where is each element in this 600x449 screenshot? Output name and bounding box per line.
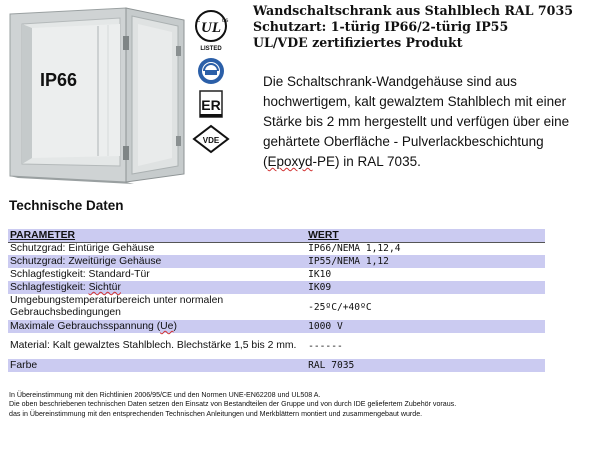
row-value: RAL 7035 xyxy=(306,359,545,372)
svg-text:UL: UL xyxy=(201,20,221,36)
row-value: IP55/NEMA 1,12 xyxy=(306,255,545,268)
table-row xyxy=(8,268,545,281)
table-row xyxy=(8,359,545,372)
product-description xyxy=(263,72,593,172)
enclosure-illustration xyxy=(8,6,193,186)
svg-text:VDE: VDE xyxy=(202,136,220,145)
row-parameter-prefix: Schlagfestigkeit: xyxy=(10,282,89,293)
row-parameter: Farbe xyxy=(8,359,306,372)
row-value: 1000 V xyxy=(306,320,545,333)
table-row xyxy=(8,242,545,255)
row-parameter-prefix: Maximale Gebrauchsspannung ( xyxy=(10,321,161,332)
svg-text:ER: ER xyxy=(201,97,221,113)
product-image xyxy=(8,6,193,186)
er-logo xyxy=(190,88,232,122)
row-parameter: Umgebungstemperaturbereich unter normalen Gebrauchsbedingungen xyxy=(10,295,224,318)
note-line: das in Übereinstimmung mit den entsprechenden Technischen Anleitungen und Merkblättern montiert und zusammengebaut wurde. xyxy=(9,409,423,418)
row-parameter xyxy=(8,281,306,294)
spec-table xyxy=(8,229,545,372)
heading-line-3: UL/VDE zertifiziertes Produkt xyxy=(253,35,463,50)
heading-line-2: Schutzart: 1-türig IP66/2-türig IP55 xyxy=(253,19,509,34)
ip-rating-label: IP66 xyxy=(40,70,78,90)
row-parameter-underlined: Sichtür xyxy=(88,282,121,293)
table-row xyxy=(8,255,545,268)
row-value: -25ºC/+40ºC xyxy=(308,301,372,313)
description-part-1: Die Schaltschrank-Wandgehäuse sind aus hochwertigem, kalt gewalztem Stahlblech mit einer Stärke bis 2 mm hergestellt und verfügen über eine gehärtete Oberfläche - Pulverlackbeschichtung ( xyxy=(263,74,570,169)
section-title: Technische Daten xyxy=(9,198,124,213)
header-parameter: PARAMETER xyxy=(8,229,306,242)
row-parameter-underlined: Ue xyxy=(160,321,174,332)
row-parameter: Schutzgrad: Zweitürige Gehäuse xyxy=(8,255,306,268)
row-value: IP66/NEMA 1,12,4 xyxy=(308,243,401,255)
header-value: WERT xyxy=(306,229,545,242)
table-header-row xyxy=(8,229,545,242)
csa-logo xyxy=(190,56,232,86)
product-heading xyxy=(253,3,598,51)
svg-text:us: us xyxy=(222,18,229,24)
svg-text:c: c xyxy=(197,18,200,24)
row-value: ------ xyxy=(308,340,343,352)
row-parameter: Schutzgrad: Eintürige Gehäuse xyxy=(10,243,155,255)
note-line: Die oben beschriebenen technischen Daten setzen den Einsatz von Bestandteilen der Gruppe und von durch IDE geliefertem Zubehör voraus. xyxy=(9,400,457,409)
heading-line-1: Wandschaltschrank aus Stahlblech RAL 7035 xyxy=(253,3,573,18)
row-parameter: Material: Kalt gewalztes Stahlblech. Blechstärke 1,5 bis 2 mm. xyxy=(10,340,297,351)
row-parameter-suffix: ) xyxy=(173,321,177,332)
table-row xyxy=(8,281,545,294)
ul-listed-logo xyxy=(190,8,232,54)
description-part-2: -PE) in RAL 7035. xyxy=(312,154,421,169)
row-value: IK10 xyxy=(308,269,332,280)
vde-logo xyxy=(190,124,232,154)
table-row xyxy=(8,294,545,320)
footnotes xyxy=(9,391,549,419)
note-line: In Übereinstimmung mit den Richtlinien 2006/95/CE und den Normen UNE-EN62208 und UL508 A. xyxy=(9,391,321,399)
description-underlined-word: Epoxyd xyxy=(267,154,313,169)
table-row xyxy=(8,333,545,359)
row-parameter: Schlagfestigkeit: Standard-Tür xyxy=(10,269,150,280)
row-value: IK09 xyxy=(306,281,545,294)
ul-listed-text: LISTED xyxy=(200,46,222,52)
row-parameter xyxy=(8,320,306,333)
table-row xyxy=(8,320,545,333)
